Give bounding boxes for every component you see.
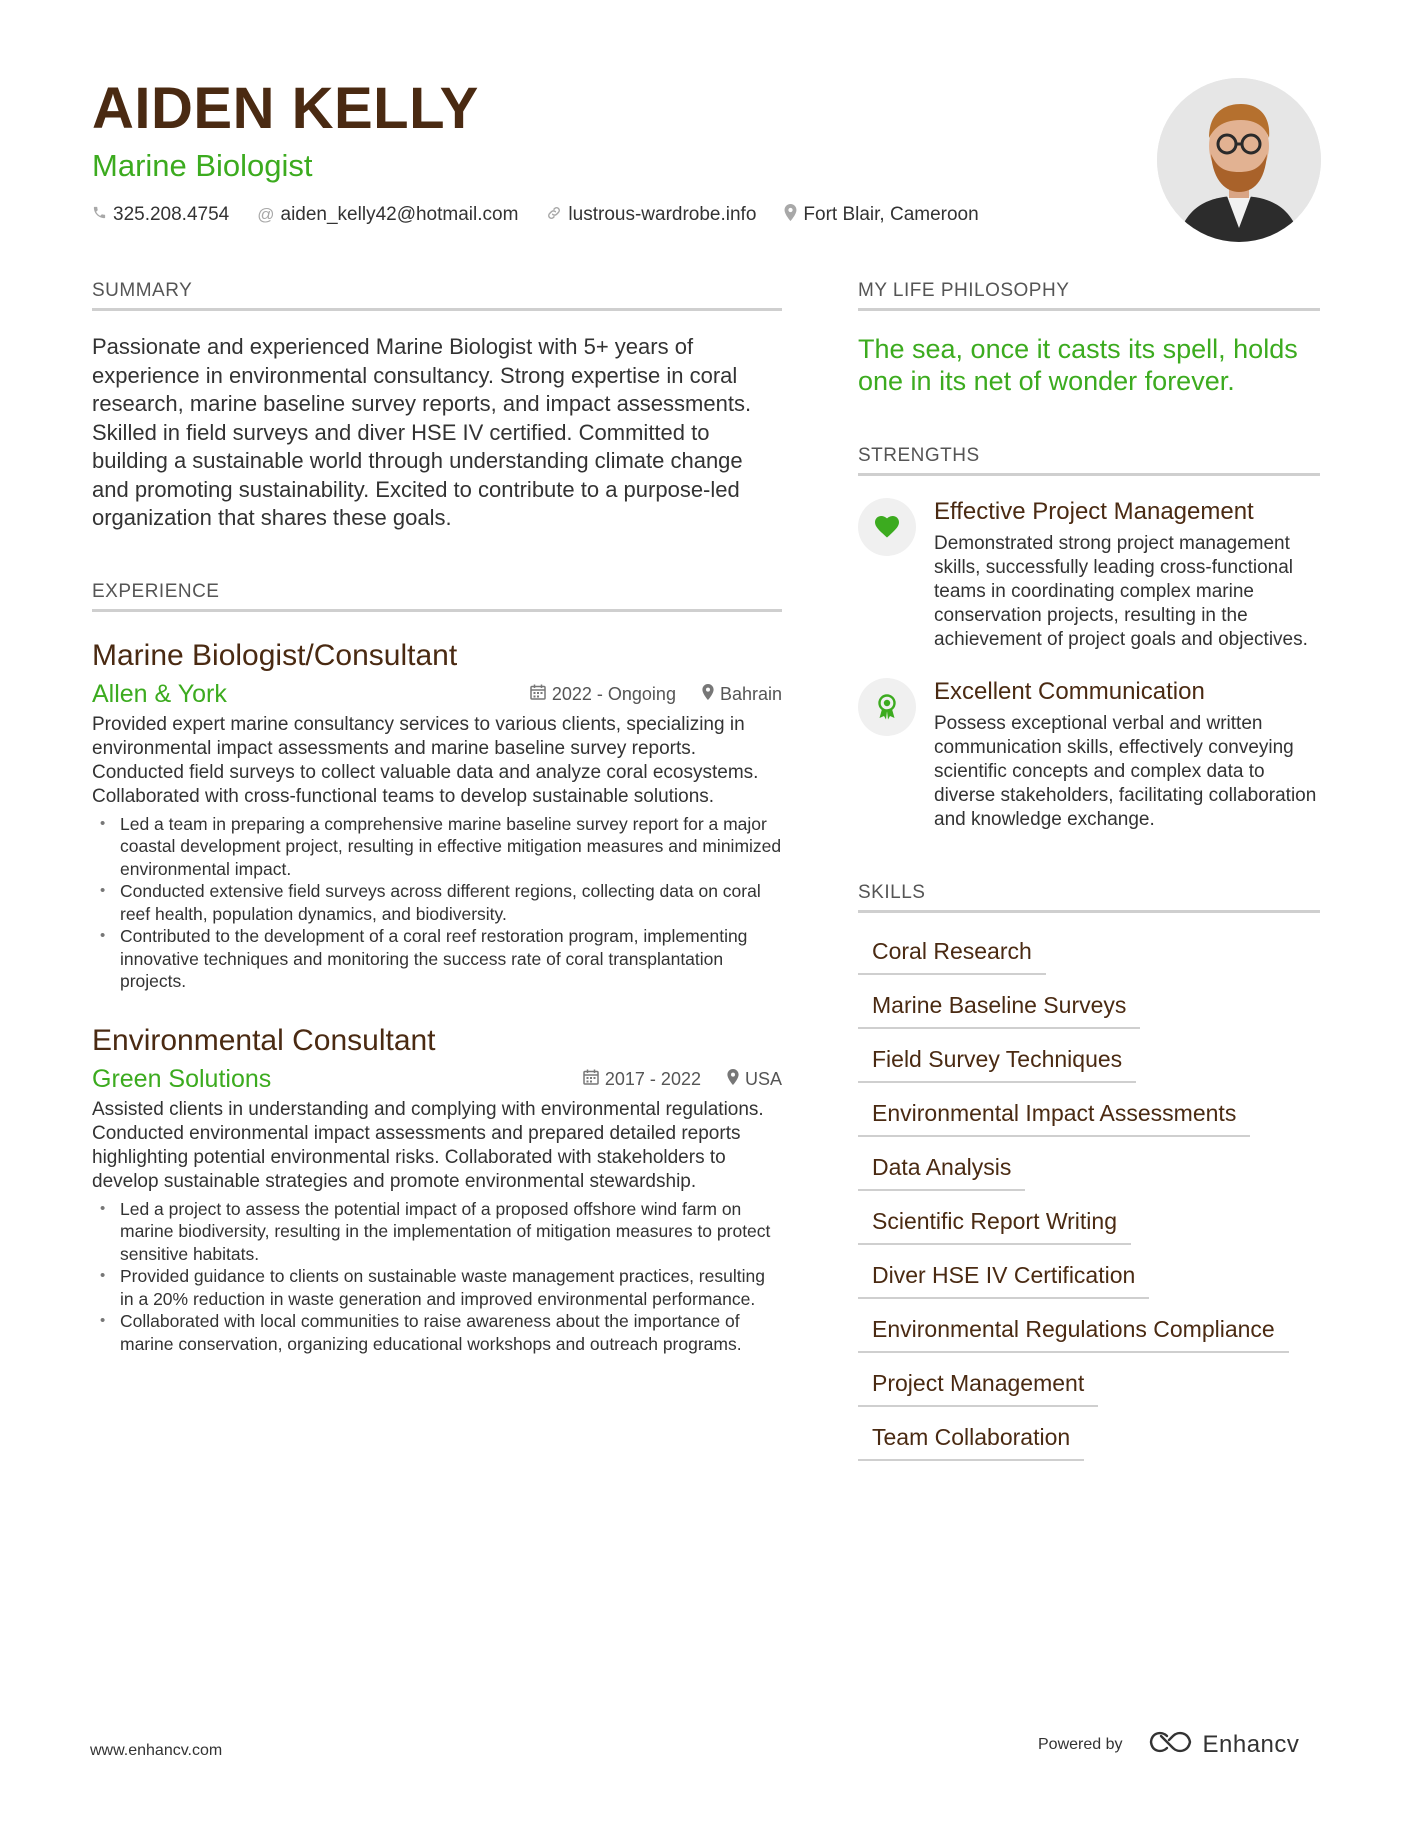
summary-text: Passionate and experienced Marine Biologist with 5+ years of experience in environmental consultancy. Strong expertise in coral research, marine baseline survey reports, and impact assessments. Skilled in field surveys and diver HSE IV certified. Committed to building a sustainable world through understanding climate change and promoting sustainability. Excited to contribute to a purpose-led organization that shares these goals. bbox=[92, 334, 752, 530]
left-column bbox=[92, 280, 782, 1355]
skill-tag: Project Management bbox=[858, 1361, 1098, 1407]
philosophy-section bbox=[858, 280, 1320, 397]
contact-phone bbox=[92, 204, 229, 226]
candidate-name: AIDEN KELLY bbox=[92, 76, 479, 141]
calendar-icon bbox=[530, 684, 546, 705]
job-dates bbox=[583, 1069, 701, 1090]
right-column bbox=[858, 280, 1320, 1469]
contact-email[interactable] bbox=[257, 204, 518, 226]
job-location bbox=[702, 684, 782, 705]
enhancv-logo-icon bbox=[1147, 1730, 1195, 1759]
achievement-item: • Conducted extensive field surveys across different regions, collecting data on coral reef health, population dynamics, and biodiversity. bbox=[92, 880, 782, 925]
strength-description: Possess exceptional verbal and written communication skills, effectively conveying scientific concepts and complex data to diverse stakeholders, facilitating collaboration and knowledge exchange. bbox=[934, 713, 1317, 830]
job-dates-text: 2022 - Ongoing bbox=[551, 683, 676, 704]
website-text: lustrous-wardrobe.info bbox=[568, 204, 757, 225]
contact-bar bbox=[92, 204, 1142, 226]
job-meta-details bbox=[504, 684, 782, 705]
skill-tag: Diver HSE IV Certification bbox=[858, 1253, 1149, 1299]
philosophy-quote: The sea, once it casts its spell, holds one in its net of wonder forever. bbox=[858, 334, 1298, 396]
skill-tag: Field Survey Techniques bbox=[858, 1037, 1136, 1083]
job-achievements bbox=[92, 1198, 782, 1356]
skill-tag: Environmental Regulations Compliance bbox=[858, 1307, 1289, 1353]
location-pin-icon bbox=[727, 1069, 739, 1090]
job-description: Assisted clients in understanding and complying with environmental regulations. Conducted environmental impact assessments and prepared detailed reports highlighting potential environmental risks. Collaborated with stakeholders to develop sustainable strategies and promote environmental stewardship. bbox=[92, 1098, 764, 1192]
job-dates-text: 2017 - 2022 bbox=[604, 1068, 701, 1089]
strength-title: Effective Project Management bbox=[934, 498, 1254, 525]
footer-branding[interactable] bbox=[1038, 1730, 1299, 1759]
job-meta bbox=[92, 680, 782, 709]
job-entry bbox=[92, 1023, 782, 1356]
phone-text: 325.208.4754 bbox=[113, 204, 230, 225]
location-pin-icon bbox=[702, 684, 714, 705]
achievement-item: • Contributed to the development of a coral reef restoration program, implementing innovative techniques and monitoring the success rate of coral transplantation projects. bbox=[92, 925, 782, 993]
heart-icon bbox=[858, 498, 916, 556]
strengths-section bbox=[858, 445, 1320, 832]
job-title: Environmental Consultant bbox=[92, 1023, 436, 1057]
skill-tag: Team Collaboration bbox=[858, 1415, 1084, 1461]
strength-body bbox=[934, 498, 1320, 652]
skill-tag: Marine Baseline Surveys bbox=[858, 983, 1140, 1029]
summary-heading: SUMMARY bbox=[92, 280, 782, 311]
resume-header bbox=[92, 78, 1142, 226]
skill-tag: Coral Research bbox=[858, 929, 1046, 975]
philosophy-heading: MY LIFE PHILOSOPHY bbox=[858, 280, 1320, 311]
contact-website[interactable] bbox=[546, 204, 756, 226]
achievement-item: • Led a team in preparing a comprehensive marine baseline survey report for a major coastal development project, resulting in effective mitigation measures and minimized environmental impact. bbox=[92, 813, 782, 881]
skills-list bbox=[858, 929, 1320, 1461]
job-meta-details bbox=[557, 1069, 782, 1090]
job-achievements bbox=[92, 813, 782, 993]
phone-icon bbox=[92, 205, 107, 225]
footer-website[interactable]: www.enhancv.com bbox=[90, 1742, 223, 1759]
job-location-text: USA bbox=[744, 1068, 782, 1089]
calendar-icon bbox=[583, 1069, 599, 1090]
skills-section bbox=[858, 882, 1320, 1461]
email-text: aiden_kelly42@hotmail.com bbox=[280, 204, 519, 225]
brand-name: Enhancv bbox=[1202, 1730, 1300, 1758]
achievement-item: • Provided guidance to clients on sustainable waste management practices, resulting in a 20% reduction in waste generation and improved environmental performance. bbox=[92, 1265, 782, 1310]
strengths-heading: STRENGTHS bbox=[858, 445, 1320, 476]
job-title: Marine Biologist/Consultant bbox=[92, 638, 458, 672]
link-icon bbox=[546, 205, 562, 226]
skill-tag: Scientific Report Writing bbox=[858, 1199, 1131, 1245]
strength-description: Demonstrated strong project management skills, successfully leading cross-functional teams in coordinating complex marine conservation projects, resulting in the achievement of project goals and objectives. bbox=[934, 533, 1308, 650]
strength-body bbox=[934, 678, 1320, 832]
experience-section bbox=[92, 581, 782, 1356]
achievement-item: • Led a project to assess the potential impact of a proposed offshore wind farm on marine biodiversity, resulting in the implementation of mitigation measures to protect sensitive habitats. bbox=[92, 1198, 782, 1266]
job-description: Provided expert marine consultancy services to various clients, specializing in environmental impact assessments and marine baseline survey reports. Conducted field surveys to collect valuable data and analyze coral ecosystems. Collaborated with cross-functional teams to develop sustainable solutions. bbox=[92, 713, 759, 807]
summary-section bbox=[92, 280, 782, 533]
skill-tag: Data Analysis bbox=[858, 1145, 1025, 1191]
skills-heading: SKILLS bbox=[858, 882, 1320, 913]
job-meta bbox=[92, 1065, 782, 1094]
skill-tag: Environmental Impact Assessments bbox=[858, 1091, 1250, 1137]
job-location bbox=[727, 1069, 782, 1090]
job-location-text: Bahrain bbox=[719, 683, 782, 704]
candidate-title: Marine Biologist bbox=[92, 148, 313, 183]
strength-title: Excellent Communication bbox=[934, 678, 1205, 705]
location-pin-icon bbox=[784, 204, 797, 226]
strength-item bbox=[858, 678, 1320, 832]
contact-location bbox=[784, 204, 978, 226]
profile-photo bbox=[1157, 78, 1321, 242]
achievement-item: • Collaborated with local communities to raise awareness about the importance of marine conservation, organizing educational workshops and outreach programs. bbox=[92, 1310, 782, 1355]
location-text: Fort Blair, Cameroon bbox=[803, 204, 979, 225]
job-entry bbox=[92, 638, 782, 993]
strength-item bbox=[858, 498, 1320, 652]
award-icon bbox=[858, 678, 916, 736]
company-name: Green Solutions bbox=[92, 1064, 272, 1093]
experience-heading: EXPERIENCE bbox=[92, 581, 782, 612]
at-icon: @ bbox=[257, 205, 275, 224]
company-name: Allen & York bbox=[92, 679, 227, 708]
powered-by-label: Powered by bbox=[1038, 1735, 1123, 1753]
job-dates bbox=[530, 684, 676, 705]
